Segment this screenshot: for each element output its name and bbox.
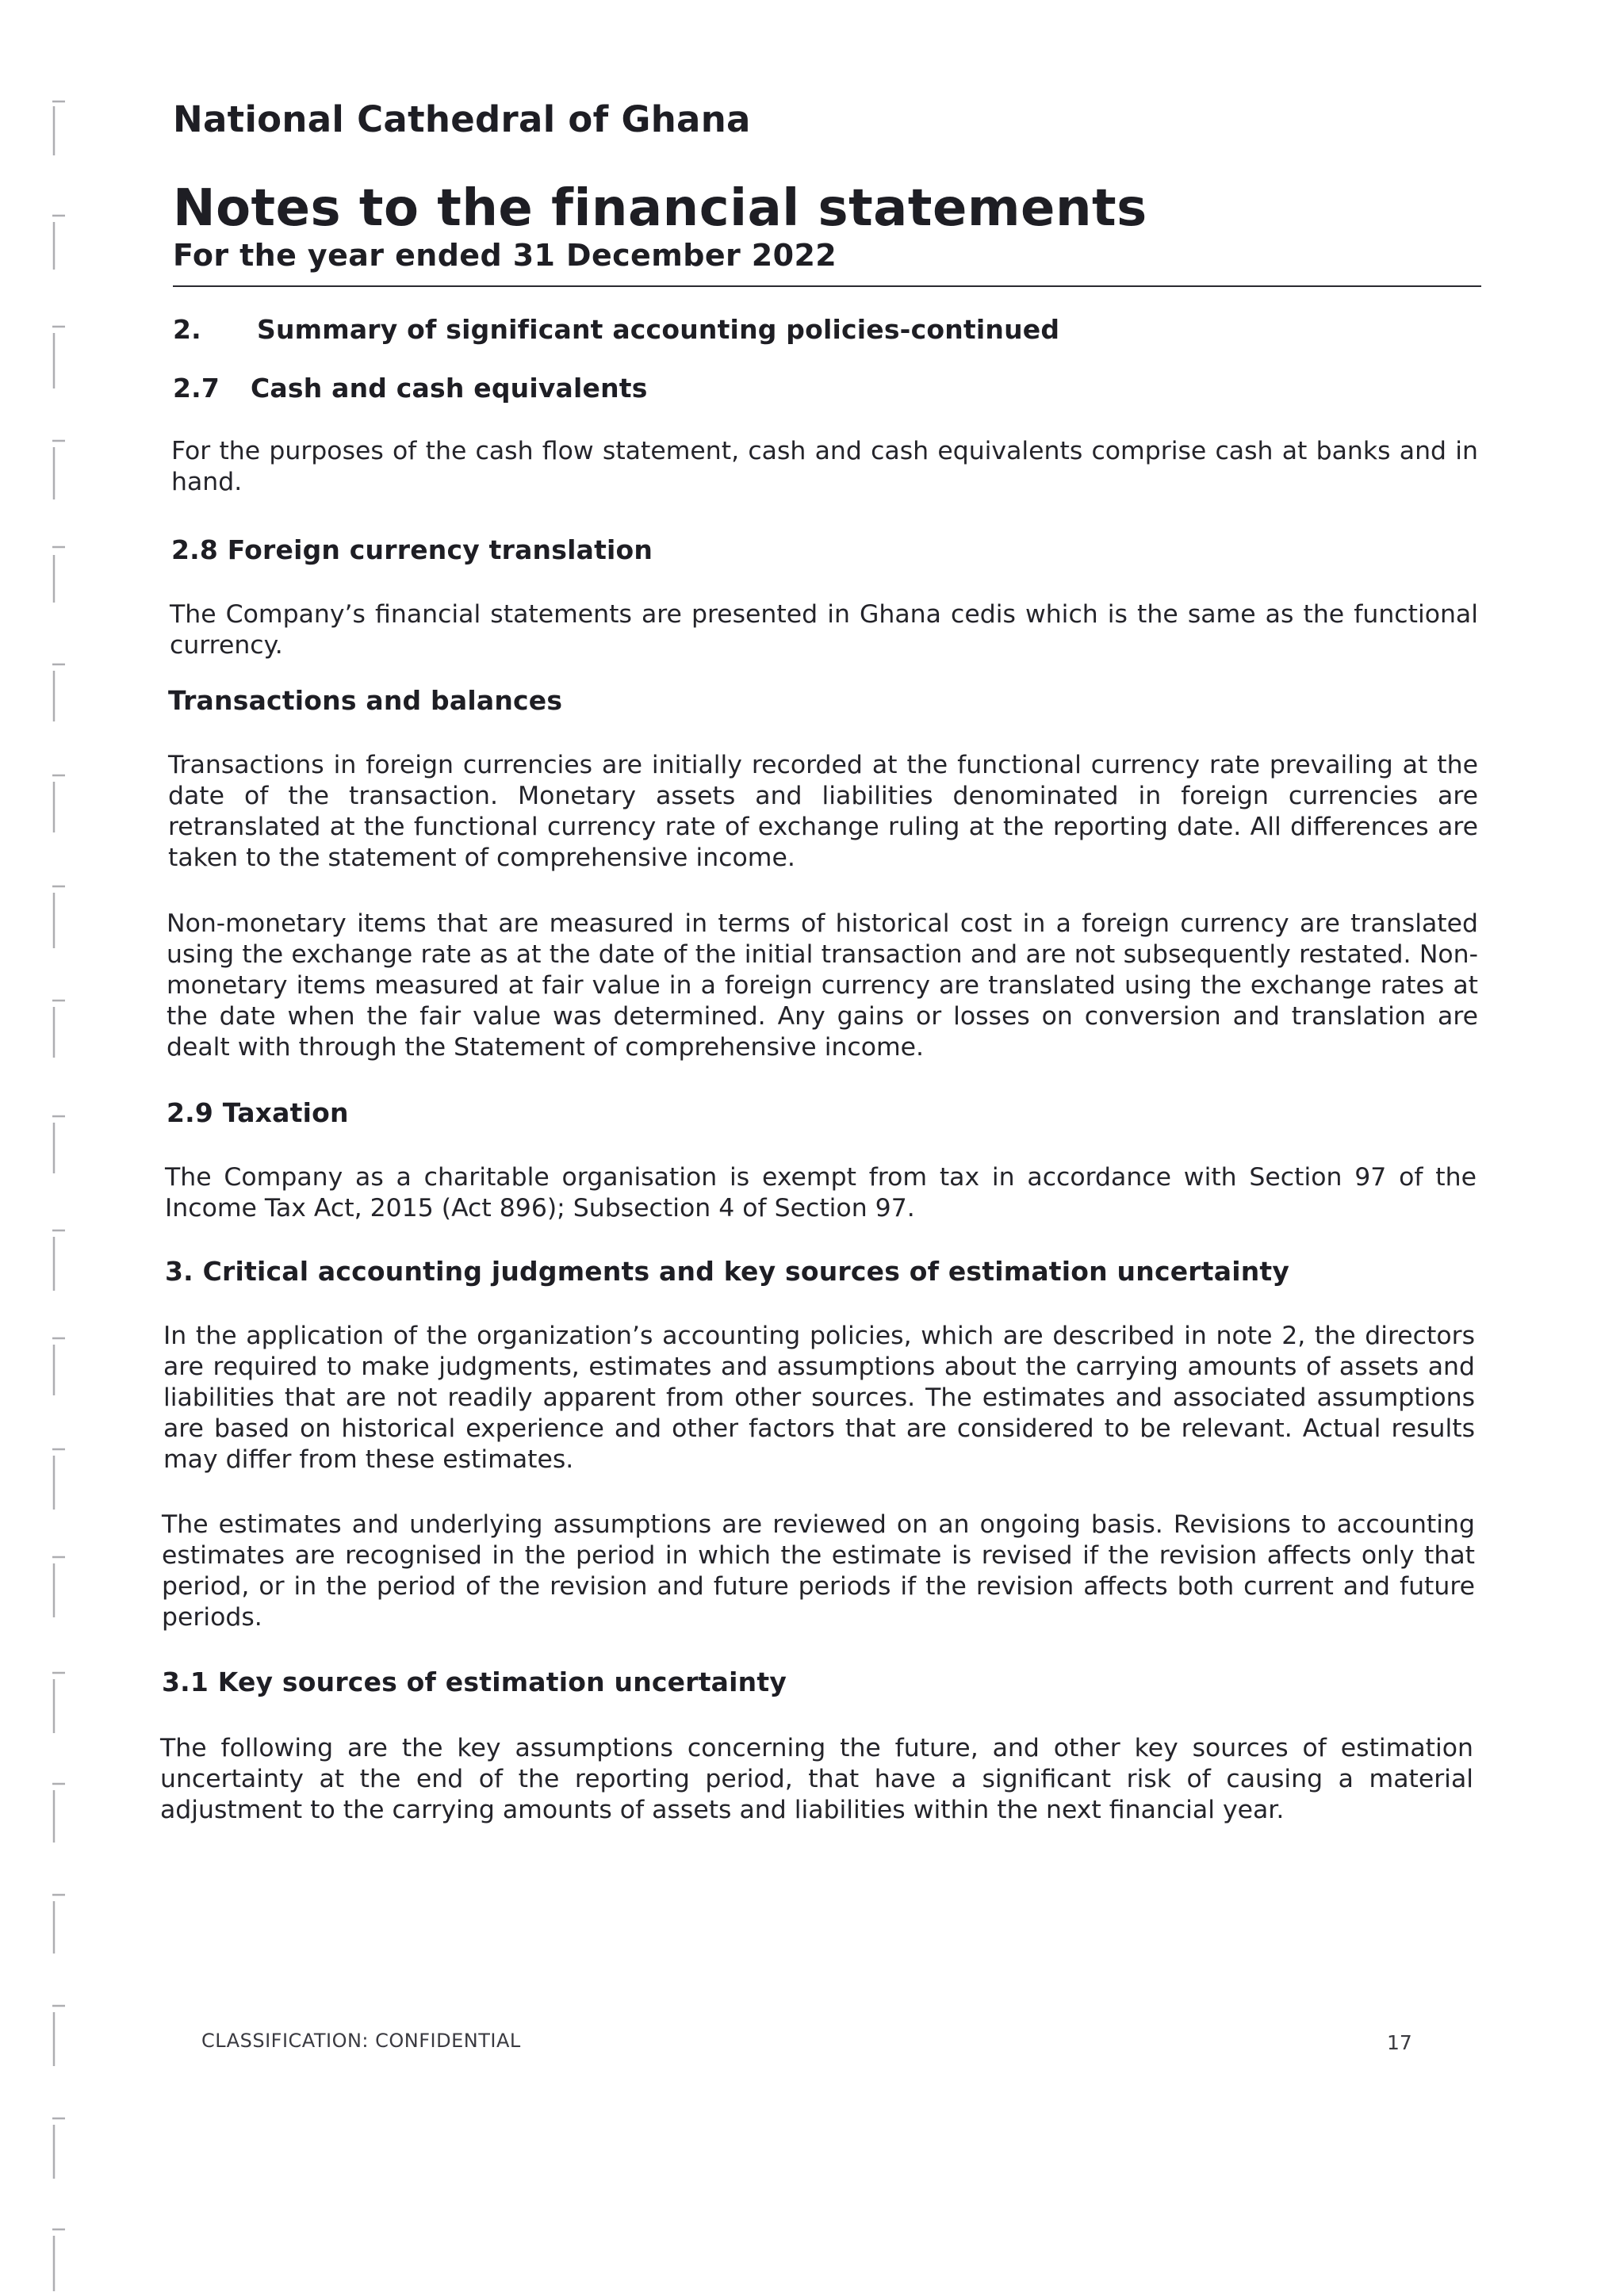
transactions-heading: Transactions and balances <box>168 685 563 716</box>
page-title: Notes to the financial statements <box>173 179 1147 238</box>
classification-label: CLASSIFICATION: CONFIDENTIAL <box>201 2030 521 2052</box>
section-3-1-body: The following are the key assumptions concerning the future, and other key sources of estimation uncertainty at the end of the reporting period, that have a significant risk of causing a material adjustment to the carrying amounts of assets and liabilities within the next financial year. <box>160 1734 1473 1824</box>
section-3-heading: 3. Critical accounting judgments and key sources of estimation uncertainty <box>165 1256 1290 1287</box>
section-2-7-number: 2.7 <box>173 373 220 404</box>
transactions-body-1: Transactions in foreign currencies are initially recorded at the functional currency rate prevailing at the date of the transaction. Monetary assets and liabilities denominated in foreign currencies are retranslated at the functional currency rate of exchange ruling at the reporting date. All differences are taken to the statement of comprehensive income. <box>168 751 1478 872</box>
section-2-7-title: Cash and cash equivalents <box>251 373 648 404</box>
binder-marks <box>41 0 73 2296</box>
section-2-title: Summary of significant accounting policies-continued <box>257 314 1060 345</box>
section-2-heading <box>173 314 1059 345</box>
section-3-body-1: In the application of the organization’s accounting policies, which are described in note 2, the directors are required to make judgments, estimates and assumptions about the carrying amounts of assets and liabilities that are not readily apparent from other sources. The estimates and associated assumptions are based on historical experience and other factors that are considered to be relevant. Actual results may differ from these estimates. <box>163 1322 1475 1474</box>
section-2-9-body: The Company as a charitable organisation is exempt from tax in accordance with Section 97 of the Income Tax Act, 2015 (Act 896); Subsection 4 of Section 97. <box>165 1163 1477 1223</box>
organization-name: National Cathedral of Ghana <box>173 98 751 140</box>
section-2-7-heading <box>173 373 648 404</box>
section-2-8-body: The Company’s financial statements are presented in Ghana cedis which is the same as the functional currency. <box>170 600 1478 660</box>
section-2-number: 2. <box>173 314 201 345</box>
section-3-1-heading: 3.1 Key sources of estimation uncertainty <box>162 1667 787 1697</box>
section-2-8-heading: 2.8 Foreign currency translation <box>171 534 653 565</box>
page-number: 17 <box>1387 2031 1412 2054</box>
section-3-body-2: The estimates and underlying assumptions are reviewed on an ongoing basis. Revisions to accounting estimates are recognised in the period in which the estimate is revised if the revision affects only that period, or in the period of the revision and future periods if the revision affects both current and future periods. <box>162 1510 1475 1632</box>
section-2-7-body: For the purposes of the cash flow statement, cash and cash equivalents comprise cash at banks and in hand. <box>171 437 1478 496</box>
section-2-9-heading: 2.9 Taxation <box>167 1097 349 1128</box>
header-divider <box>173 285 1481 287</box>
reporting-period: For the year ended 31 December 2022 <box>173 238 837 273</box>
transactions-body-2: Non-monetary items that are measured in terms of historical cost in a foreign currency are translated using the exchange rate as at the date of the initial transaction and are not subsequently restated. Non-monetary items measured at fair value in a foreign currency are translated using the exchange rates at the date when the fair value was determined. Any gains or losses on conversion and translation are dealt with through the Statement of comprehensive income. <box>167 909 1478 1062</box>
